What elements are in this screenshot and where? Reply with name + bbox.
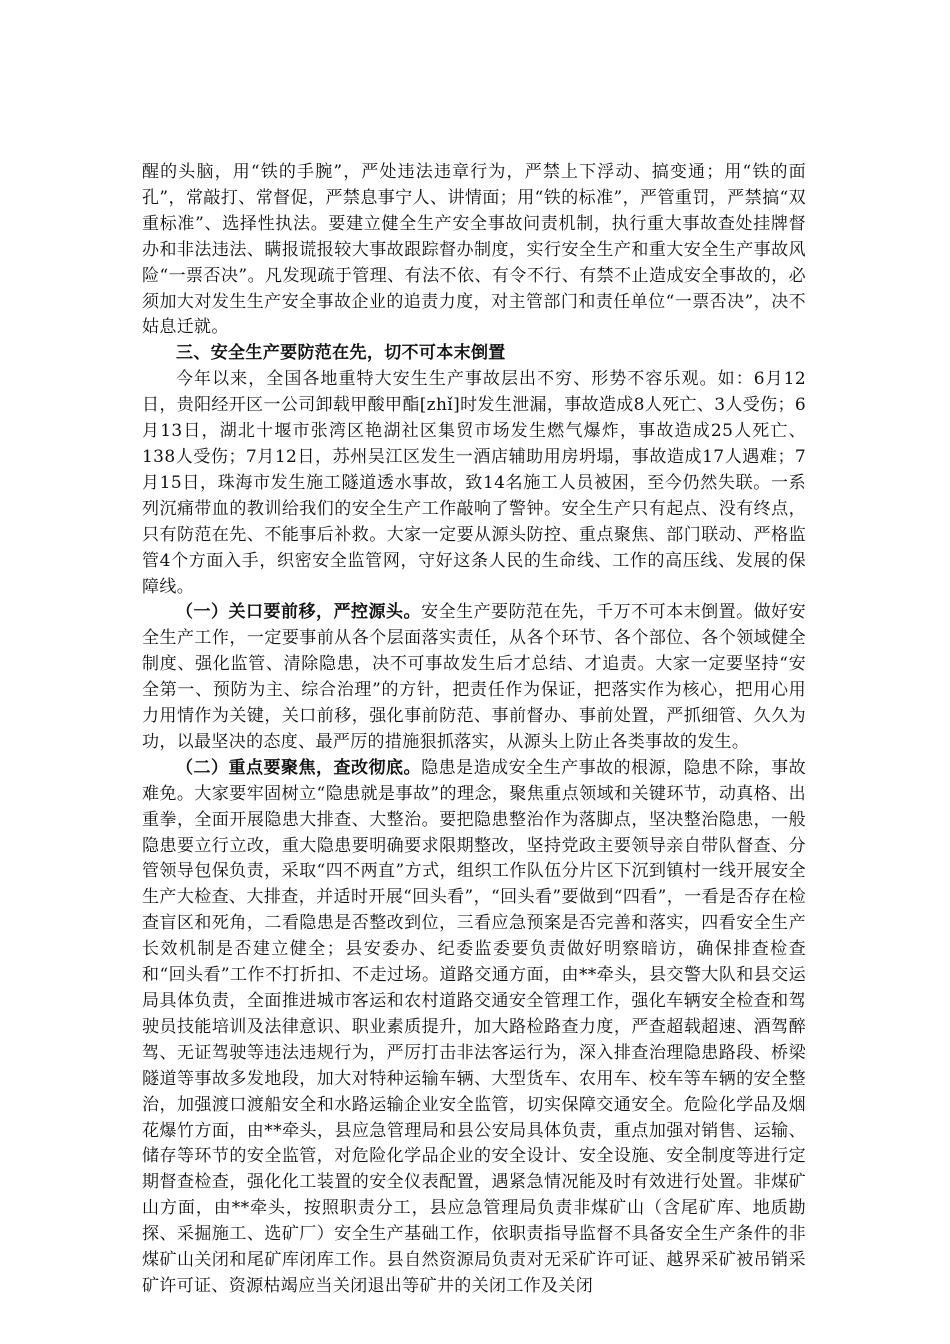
section-intro-paragraph: 今年以来，全国各地重特大安生生产事故层出不穷、形势不容乐观。如：6月12日，贵阳经开区一公司卸载甲酸甲酯[zhǐ]时发生泄漏，事故造成8人死亡、3人受伤；6月13日，湖北十堰市张湾区艳湖社区集贸市场发生燃气爆炸，事故造成25人死亡、138人受伤；7月12日，苏州吴江区发生一酒店辅助用房坍塌，事故造成17人遇难；7月15日，珠海市发生施工隧道透水事故，致14名施工人员被困，至今仍然失联。一系列沉痛带血的教训给我们的安全生产工作敲响了警钟。安全生产只有起点、没有终点，只有防范在先、不能事后补救。大家一定要从源头防控、重点聚焦、部门联动、严格监管4个方面入手，织密安全监管网，守好这条人民的生命线、工作的高压线、发展的保障线。: [142, 369, 806, 597]
item-1-body: 安全生产要防范在先，千万不可本末倒置。做好安全生产工作，一定要事前从各个层面落实责任，从各个环节、各个部位、各个领域健全制度、强化监管、清除隐患，决不可事故发生后才总结、才追责。大家一定要坚持“安全第一、预防为主、综合治理”的方针，把责任作为保证，把落实作为核心，把用心用力用情作为关键，关口前移，强化事前防范、事前督办、事前处置，严抓细管、久久为功，以最坚决的态度、最严厉的措施狠抓落实，从源头上防止各类事故的发生。: [142, 602, 806, 752]
item-1-paragraph: [142, 600, 806, 755]
section-heading: 三、安全生产要防范在先，切不可本末倒置: [176, 343, 506, 364]
continued-paragraph: 醒的头脑，用“铁的手腕”，严处违法违章行为，严禁上下浮动、搞变通；用“铁的面孔”，常敲打、常督促，严禁息事宁人、讲情面；用“铁的标准”，严管重罚，严禁搞“双重标准”、选择性执法。要建立健全生产安全事故问责机制，执行重大事故查处挂牌督办和非法违法、瞒报谎报较大事故跟踪督办制度，实行安全生产和重大安全生产事故风险“一票否决”。凡发现疏于管理、有法不依、有令不行、有禁不止造成安全事故的，必须加大对发生生产安全事故企业的追责力度，对主管部门和责任单位“一票否决”，决不姑息迁就。: [142, 162, 806, 338]
item-2-lead: （二）重点要聚焦，查改彻底。: [176, 757, 422, 778]
item-2-paragraph: [142, 756, 806, 1300]
item-2-body: 隐患是造成安全生产事故的根源，隐患不除，事故难免。大家要牢固树立“隐患就是事故”的理念，聚焦重点领域和关键环节，动真格、出重拳，全面开展隐患大排查、大整治。要把隐患整治作为落脚点，坚决整治隐患，一般隐患要立行立改，重大隐患要明确要求限期整改，坚持党政主要领导亲自带队督查、分管领导包保负责，采取“四不两直”方式，组织工作队伍分片区下沉到镇村一线开展安全生产大检查、大排查，并适时开展“回头看”，“回头看”要做到“四看”，一看是否存在检查盲区和死角，二看隐患是否整改到位，三看应急预案是否完善和落实，四看安全生产长效机制是否建立健全；县安委办、纪委监委要负责做好明察暗访，确保排查检查和“回头看”工作不打折扣、不走过场。道路交通方面，由**牵头，县交警大队和县交运局具体负责，全面推进城市客运和农村道路交通安全管理工作，强化车辆安全检查和驾驶员技能培训及法律意识、职业素质提升，加大路检路查力度，严查超载超速、酒驾醉驾、无证驾驶等违法违规行为，严厉打击非法客运行为，深入排查治理隐患路段、桥梁隧道等事故多发地段，加大对特种运输车辆、大型货车、农用车、校车等车辆的安全整治，加强渡口渡船安全和水路运输企业安全监管，切实保障交通安全。危险化学品及烟花爆竹方面，由**牵头，县应急管理局和县公安局具体负责，重点加强对销售、运输、储存等环节的安全监管，对危险化学品企业的安全设计、安全设施、安全制度等进行定期督查检查，强化化工装置的安全仪表配置，遇紧急情况能及时有效进行处置。非煤矿山方面，由**牵头，按照职责分工，县应急管理局负责非煤矿山（含尾矿库、地质勘探、采掘施工、选矿厂）安全生产基础工作，依职责指导监督不具备安全生产条件的非煤矿山关闭和尾矿库闭库工作。县自然资源局负责对无采矿许可证、越界采矿被吊销采矿许可证、资源枯竭应当关闭退出等矿井的关闭工作及关闭: [142, 757, 806, 1296]
document-body: [142, 160, 806, 1300]
item-1-lead: （一）关口要前移，严控源头。: [176, 602, 422, 623]
